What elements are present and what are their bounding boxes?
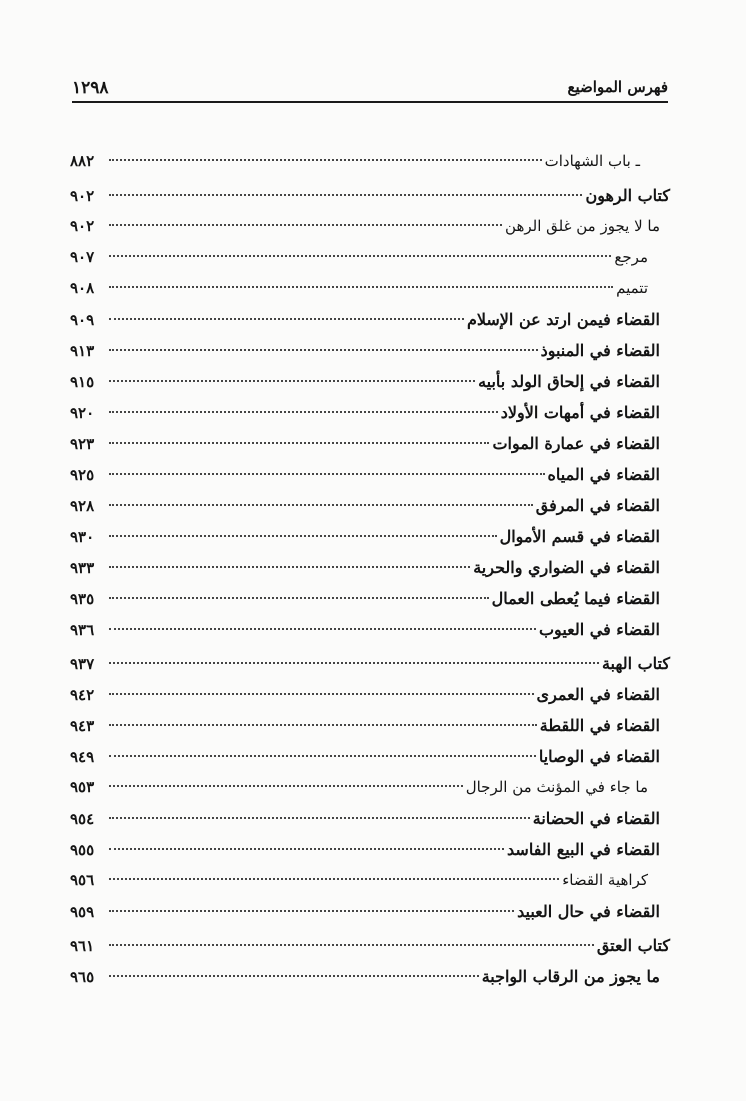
toc-entry: [70, 490, 670, 521]
toc-entry: [70, 242, 670, 273]
toc-entry-page: ٩٣٠: [70, 528, 95, 546]
toc-book-entry: [70, 648, 670, 679]
toc-entry-title: القضاء في العمرى: [536, 685, 660, 704]
toc-entry: [70, 583, 670, 614]
toc-entry: [70, 366, 670, 397]
toc-entry-page: ٩٥٥: [70, 841, 95, 859]
dot-leader: [109, 910, 514, 912]
toc-entry-page: ٩٤٢: [70, 686, 95, 704]
dot-leader: [109, 504, 533, 506]
toc-entry-title: القضاء في المياه: [547, 465, 660, 484]
toc-entry-page: ٩٢٣: [70, 435, 95, 453]
toc-entry-page: ٩٣٣: [70, 559, 95, 577]
toc-entry-title: القضاء في المرفق: [535, 496, 660, 515]
toc-entry-title: القضاء في حال العبيد: [517, 902, 660, 921]
toc-entry-page: ٩٤٣: [70, 717, 95, 735]
toc-entry-page: ٩٦٥: [70, 968, 95, 986]
toc-entry-title: كراهية القضاء: [562, 871, 648, 889]
toc-entry-title: القضاء فيما يُعطى العمال: [491, 589, 660, 608]
toc-entry-title: القضاء في العيوب: [538, 620, 660, 639]
toc-entry: [70, 679, 670, 710]
dot-leader: [109, 878, 559, 880]
toc-entry-title: ـ باب الشهادات: [544, 152, 640, 170]
dot-leader: [109, 224, 502, 226]
toc-entry: [70, 834, 670, 865]
dot-leader: [109, 411, 498, 413]
toc-entry-page: ٩٣٦: [70, 621, 95, 639]
toc-entry-page: ٩٤٩: [70, 748, 95, 766]
toc-entry-page: ٨٨٢: [70, 152, 95, 170]
toc-entry: [70, 961, 670, 992]
toc-book-entry: [70, 180, 670, 211]
table-of-contents: [70, 146, 670, 992]
dot-leader: [109, 597, 489, 599]
dot-leader: [109, 693, 534, 695]
dot-leader: [109, 349, 538, 351]
toc-entry-title: مرجع: [614, 248, 648, 266]
dot-leader: [109, 159, 542, 161]
toc-entry-title: ما يجوز من الرقاب الواجبة: [481, 967, 660, 986]
header-title: فهرس المواضيع: [567, 78, 668, 96]
dot-leader: [109, 724, 537, 726]
toc-entry-title: القضاء في أمهات الأولاد: [500, 403, 660, 422]
toc-entry-title: القضاء في المنبوذ: [540, 341, 660, 360]
toc-entry-page: ٩١٣: [70, 342, 95, 360]
toc-entry-title: القضاء في عمارة الموات: [492, 434, 660, 453]
toc-entry-page: ٩٦١: [70, 937, 95, 955]
toc-entry: [70, 710, 670, 741]
toc-entry-title: القضاء فيمن ارتد عن الإسلام: [466, 310, 660, 329]
dot-leader: [109, 785, 463, 787]
dot-leader: [109, 566, 470, 568]
dot-leader: [109, 662, 599, 664]
toc-entry-title: تتميم: [616, 279, 648, 297]
toc-entry: [70, 521, 670, 552]
dot-leader: [109, 848, 504, 850]
toc-entry: [70, 772, 670, 803]
dot-leader: [109, 755, 536, 757]
toc-entry-title: القضاء في إلحاق الولد بأبيه: [478, 372, 660, 391]
toc-entry-title: كتاب الهبة: [601, 654, 670, 673]
toc-entry-page: ٩٠٩: [70, 311, 95, 329]
dot-leader: [109, 975, 479, 977]
toc-entry-title: القضاء في اللقطة: [539, 716, 660, 735]
toc-book-entry: [70, 930, 670, 961]
toc-entry-page: ٩٠٢: [70, 187, 95, 205]
toc-entry-title: القضاء في قسم الأموال: [499, 527, 660, 546]
toc-entry-page: ٩٠٨: [70, 279, 95, 297]
header-rule: [72, 101, 668, 103]
toc-entry-page: ٩٢٥: [70, 466, 95, 484]
dot-leader: [109, 944, 594, 946]
dot-leader: [109, 286, 613, 288]
toc-entry-page: ٩٥٦: [70, 871, 95, 889]
toc-entry: [70, 459, 670, 490]
toc-entry-title: القضاء في الضواري والحرية: [473, 558, 660, 577]
toc-entry-page: ٩١٥: [70, 373, 95, 391]
toc-entry-page: ٩٥٤: [70, 810, 95, 828]
dot-leader: [109, 473, 545, 475]
dot-leader: [109, 535, 497, 537]
toc-entry-page: ٩٥٩: [70, 903, 95, 921]
toc-entry: [70, 335, 670, 366]
toc-entry-title: ما لا يجوز من غلق الرهن: [505, 217, 660, 235]
dot-leader: [109, 442, 489, 444]
toc-entry-title: كتاب العتق: [596, 936, 670, 955]
toc-entry: [70, 614, 670, 645]
toc-entry-page: ٩٠٢: [70, 217, 95, 235]
dot-leader: [109, 817, 530, 819]
toc-entry: [70, 304, 670, 335]
toc-entry-title: ما جاء في المؤنث من الرجال: [465, 778, 648, 796]
toc-entry: [70, 552, 670, 583]
dot-leader: [109, 255, 611, 257]
running-header: [72, 78, 668, 102]
toc-entry-page: ٩٢٨: [70, 497, 95, 515]
toc-entry: [70, 741, 670, 772]
dot-leader: [109, 194, 582, 196]
dot-leader: [109, 318, 464, 320]
header-page-number: ١٢٩٨: [72, 78, 109, 98]
dot-leader: [109, 380, 475, 382]
toc-entry: [70, 803, 670, 834]
toc-entry-title: كتاب الرهون: [585, 186, 670, 205]
toc-entry-title: القضاء في البيع الفاسد: [507, 840, 660, 859]
toc-entry: [70, 146, 670, 177]
toc-entry-page: ٩٣٧: [70, 655, 95, 673]
toc-entry: [70, 273, 670, 304]
toc-entry-page: ٩٥٣: [70, 778, 95, 796]
toc-entry-page: ٩٠٧: [70, 248, 95, 266]
toc-entry: [70, 865, 670, 896]
toc-entry: [70, 397, 670, 428]
toc-entry-title: القضاء في الحضانة: [532, 809, 660, 828]
toc-entry: [70, 211, 670, 242]
toc-entry-page: ٩٣٥: [70, 590, 95, 608]
dot-leader: [109, 628, 536, 630]
toc-entry: [70, 428, 670, 459]
toc-entry: [70, 896, 670, 927]
toc-entry-title: القضاء في الوصايا: [538, 747, 660, 766]
toc-entry-page: ٩٢٠: [70, 404, 95, 422]
